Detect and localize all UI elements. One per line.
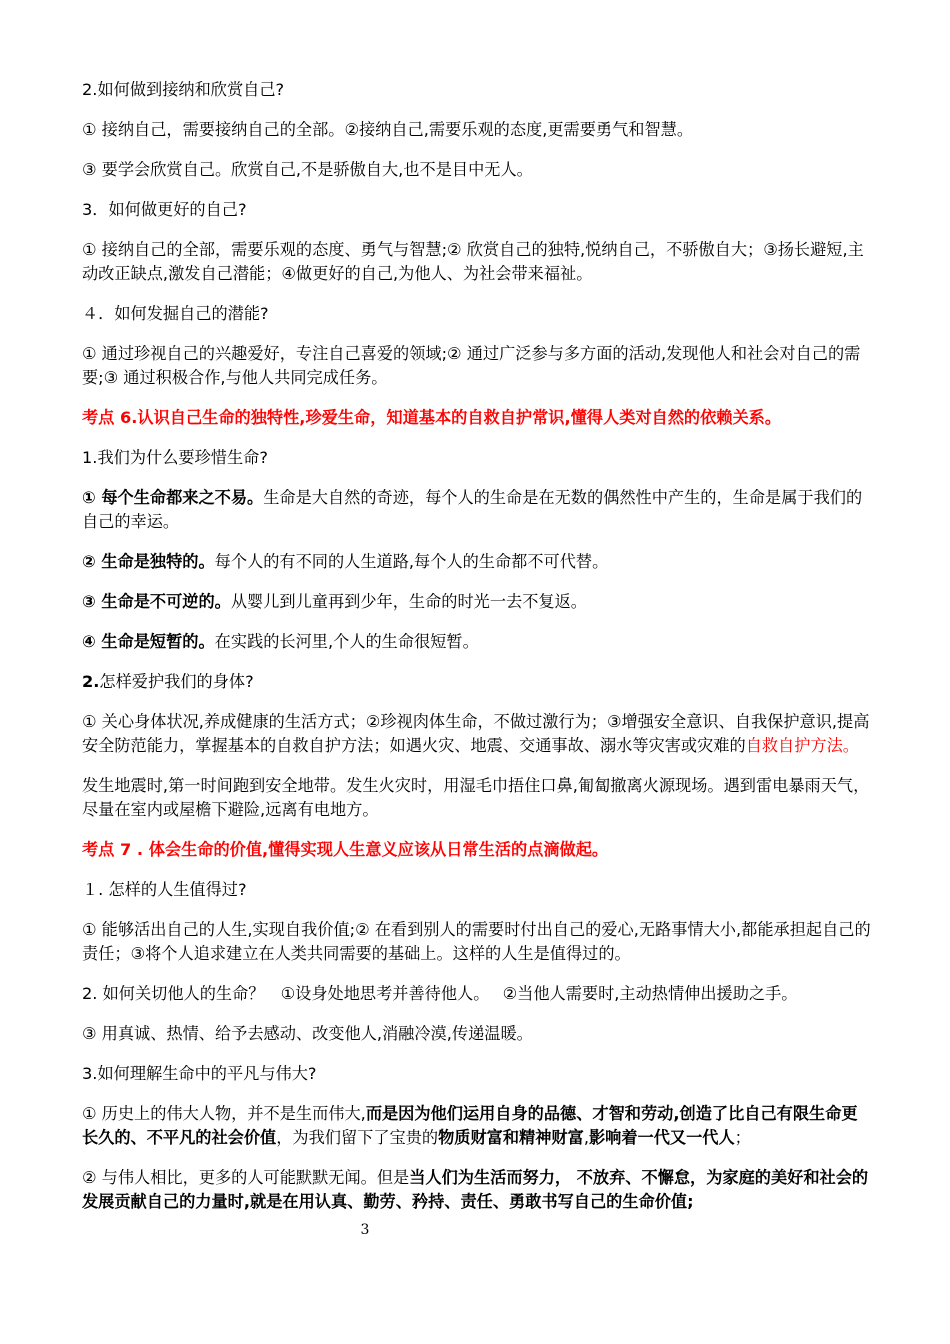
text: ① 历史上的伟大人物，并不是生而伟大, [82,1104,366,1123]
text: １. 怎样的人生值得过? [82,880,247,899]
text: 考点 7 . [82,840,144,859]
question-title [82,198,872,222]
bold-text: 当人们为生活而努力， 不放弃、不懈怠，为家庭的美好和社会的发展贡献自己的力量时,就是在用认真、勤劳、矜持、责任、勇敢书写自己的生命价值; [82,1168,869,1211]
page-number: 3 [360,1222,370,1238]
bold-text: ② 生命是独特的。 [82,552,215,571]
text: ③ 用真诚、热情、给予去感动、改变他人,消融冷漠,传递温暖。 [82,1024,533,1043]
document-body [82,78,872,1230]
text: 从婴儿到儿童再到少年，生命的时光一去不复返。 [230,592,587,611]
answer-paragraph [82,118,872,142]
question-title [82,446,872,470]
question-title [82,670,872,694]
text: 体会生命的价值,懂得实现人生意义应该从日常生活的点滴做起。 [143,840,609,859]
exam-point-heading [82,838,872,862]
answer-paragraph [82,158,872,182]
answer-paragraph [82,710,872,758]
text: 3.如何理解生命中的平凡与伟大? [82,1064,317,1083]
answer-paragraph [82,1022,872,1046]
text: 2. 如何关切他人的生命？ ①设身处地思考并善待他人。 ②当他人需要时,主动热情伸出援助之手。 [82,984,798,1003]
answer-paragraph [82,1102,872,1150]
answer-paragraph [82,342,872,390]
text: ① 能够活出自己的人生,实现自我价值;② 在看到别人的需要时付出自己的爱心,无路事情大小,都能承担起自己的责任；③将个人追求建立在人类共同需要的基础上。这样的人生是值得过的。 [82,920,871,963]
text: 发生地震时,第一时间跑到安全地带。发生火灾时，用湿毛巾捂住口鼻,匍匐撤离火源现场。遇到雷电暴雨天气，尽量在室内或屋檐下避险,远离有电地方。 [82,776,870,819]
question-title [82,78,872,102]
text: 生命是大自然的奇迹，每个人的生命是在无数的偶然性中产生的，生命是属于我们的自己的幸运。 [82,488,863,531]
text: , [583,1128,589,1147]
bold-text: ③ 生命是不可逆的。 [82,592,231,611]
text: ① 通过珍视自己的兴趣爱好，专注自己喜爱的领域;② 通过广泛参与多方面的活动,发现他人和社会对自己的需要;③ 通过积极合作,与他人共同完成任务。 [82,344,861,387]
text: ； [734,1128,751,1147]
text: ② 与伟人相比，更多的人可能默默无闻。但是 [82,1168,410,1187]
bold-text: 物质财富和精神财富 [438,1128,584,1147]
answer-paragraph [82,774,872,822]
text: ③ 要学会欣赏自己。欣赏自己,不是骄傲自大,也不是目中无人。 [82,160,533,179]
bold-text: ① 每个生命都来之不易。 [82,488,264,507]
bold-text: 2. [82,672,100,691]
text: 每个人的有不同的人生道路,每个人的生命都不可代替。 [214,552,609,571]
bold-text: ④ 生命是短暂的。 [82,632,215,651]
text: 3．如何做更好的自己? [82,200,247,219]
question-title [82,878,872,902]
exam-point-heading [82,406,872,430]
question-title [82,982,872,1006]
text: 在实践的长河里,个人的生命很短暂。 [214,632,479,651]
text: 怎样爱护我们的身体? [99,672,254,691]
text: ① 接纳自己，需要接纳自己的全部。②接纳自己,需要乐观的态度,更需要勇气和智慧。 [82,120,694,139]
question-title [82,302,872,326]
bold-text: 影响着一代又一代人 [588,1128,735,1147]
answer-paragraph [82,550,872,574]
text: 2.如何做到接纳和欣赏自己? [82,80,285,99]
text: ４．如何发掘自己的潜能? [82,304,269,323]
answer-paragraph [82,238,872,286]
bold-text: 而是因为他们运用自身的品德、才智和劳动,创造了比自己有限生命更长久的、不平凡的社会价值 [82,1104,858,1147]
answer-paragraph [82,630,872,654]
text: 1.我们为什么要珍惜生命? [82,448,268,467]
question-title [82,1062,872,1086]
answer-paragraph [82,486,872,534]
text: 考点 6.认识自己生命的独特性,珍爱生命，知道基本的自救自护常识,懂得人类对自然的依赖关系。 [82,408,782,427]
text: ，为我们留下了宝贵的 [276,1128,439,1147]
answer-paragraph [82,590,872,614]
answer-paragraph [82,918,872,966]
answer-paragraph [82,1166,872,1214]
text: ① 关心身体状况,养成健康的生活方式；②珍视肉体生命，不做过激行为；③增强安全意识、自我保护意识,提高安全防范能力，掌握基本的自救自护方法；如遇火灾、地震、交通事故、溺水等灾害或灾难的 [82,712,870,755]
text: ① 接纳自己的全部，需要乐观的态度、勇气与智慧;② 欣赏自己的独特,悦纳自己，不骄傲自大；③扬长避短,主动改正缺点,激发自己潜能；④做更好的自己,为他人、为社会带来福祉。 [82,240,864,283]
red-text: 自救自护方法。 [745,736,859,755]
